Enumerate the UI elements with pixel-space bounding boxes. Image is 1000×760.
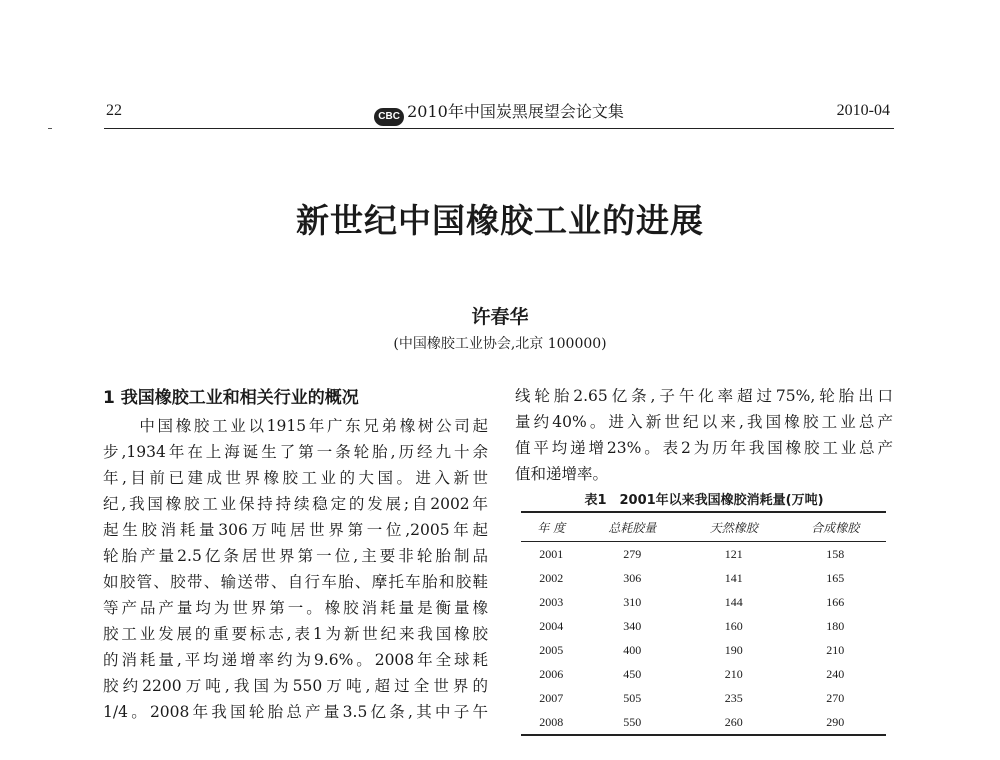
- table-cell: 2006: [539, 666, 564, 681]
- table-cell: 450: [623, 666, 642, 681]
- table-row: [521, 590, 886, 614]
- table-cell: 400: [623, 642, 642, 657]
- text-line: 量约40%。进入新世纪以来,我国橡胶工业总产: [515, 413, 893, 431]
- table-body: [521, 542, 886, 736]
- table-cell: 180: [826, 618, 845, 633]
- right-column: [515, 383, 893, 736]
- page-number: 22: [106, 102, 122, 119]
- article-title: 新世纪中国橡胶工业的进展: [296, 201, 704, 240]
- table-cell: 550: [582, 710, 683, 735]
- text-line: 线轮胎2.65亿条,子午化率超过75%,轮胎出口: [515, 387, 893, 405]
- text-line: 值和递增率。: [515, 465, 609, 483]
- table-cell: 165: [826, 570, 845, 585]
- journal-title: [104, 99, 894, 126]
- text-line: 胶工业发展的重要标志,表1为新世纪来我国橡胶: [103, 625, 488, 643]
- table-cell: 260: [683, 710, 784, 735]
- text-line: 中国橡胶工业以1915年广东兄弟橡树公司起: [103, 417, 488, 435]
- table-cell: 121: [724, 546, 743, 561]
- table-cell: 270: [826, 690, 845, 705]
- rubber-consumption-table: [521, 511, 886, 736]
- text-line: 起生胶消耗量306万吨居世界第一位,2005年起: [103, 521, 488, 539]
- table-cell: 240: [826, 666, 845, 681]
- text-line: 轮胎产量2.5亿条居世界第一位,主要非轮胎制品: [103, 547, 488, 565]
- table-cell: 2005: [539, 642, 564, 657]
- table-cell: 306: [623, 570, 642, 585]
- column-header: 总耗胶量: [582, 512, 683, 542]
- text-line: 的消耗量,平均递增率约为9.6%。2008年全球耗: [103, 651, 488, 669]
- section-heading: 1 我国橡胶工业和相关行业的概况: [103, 388, 359, 408]
- text-line: 步,1934年在上海诞生了第一条轮胎,历经九十余: [103, 443, 488, 461]
- table-row: [521, 662, 886, 686]
- column-header: 天然橡胶: [683, 512, 784, 542]
- text-line: 年,目前已建成世界橡胶工业的大国。进入新世: [103, 469, 488, 487]
- text-line: 1/4。2008年我国轮胎总产量3.5亿条,其中子午: [103, 703, 488, 721]
- table-cell: 2002: [539, 570, 564, 585]
- table-cell: 505: [623, 690, 642, 705]
- table-cell: 210: [826, 642, 845, 657]
- table-header-row: [521, 512, 886, 542]
- table-cell: 279: [623, 546, 642, 561]
- author-name: 许春华: [471, 306, 529, 328]
- text-line: 值平均递增23%。表2为历年我国橡胶工业总产: [515, 439, 893, 457]
- table-row: [521, 638, 886, 662]
- text-line: 等产品产量均为世界第一。橡胶消耗量是衡量橡: [103, 599, 488, 617]
- table-row: [521, 710, 886, 735]
- table-cell: 2003: [539, 594, 564, 609]
- scan-mark: [48, 128, 52, 129]
- table-cell: 2007: [539, 690, 564, 705]
- table-cell: 235: [724, 690, 743, 705]
- left-column: [103, 383, 488, 725]
- author-affiliation: (中国橡胶工业协会,北京 100000): [393, 336, 607, 352]
- table-cell: 158: [826, 546, 845, 561]
- column-header: 年 度: [521, 512, 582, 542]
- table-cell: 141: [724, 570, 743, 585]
- table-cell: 144: [724, 594, 743, 609]
- table-cell: 190: [724, 642, 743, 657]
- table-row: [521, 614, 886, 638]
- table-cell: 2004: [539, 618, 564, 633]
- table-cell: 340: [623, 618, 642, 633]
- text-line: 胶约2200万吨,我国为550万吨,超过全世界的: [103, 677, 488, 695]
- text-line: 纪,我国橡胶工业保持持续稳定的发展;自2002年: [103, 495, 488, 513]
- table-cell: 2001: [539, 546, 564, 561]
- table-cell: 290: [784, 710, 886, 735]
- table-cell: 310: [623, 594, 642, 609]
- table-row: [521, 566, 886, 590]
- table-cell: 160: [724, 618, 743, 633]
- journal-name: 2010年中国炭黑展望会论文集: [407, 102, 624, 121]
- cbc-logo-icon: CBC: [374, 108, 404, 126]
- table-caption: 表1 2001年以来我国橡胶消耗量(万吨): [584, 493, 824, 508]
- table-row: [521, 542, 886, 567]
- table-row: [521, 686, 886, 710]
- table-cell: 166: [826, 594, 845, 609]
- issue-number: 2010-04: [836, 102, 890, 119]
- text-line: 如胶管、胶带、输送带、自行车胎、摩托车胎和胶鞋: [103, 573, 488, 591]
- table-cell: 2008: [521, 710, 582, 735]
- column-header: 合成橡胶: [784, 512, 886, 542]
- running-header: [104, 96, 894, 129]
- right-column-text: [515, 383, 893, 487]
- left-column-text: [103, 413, 488, 725]
- table-cell: 210: [724, 666, 743, 681]
